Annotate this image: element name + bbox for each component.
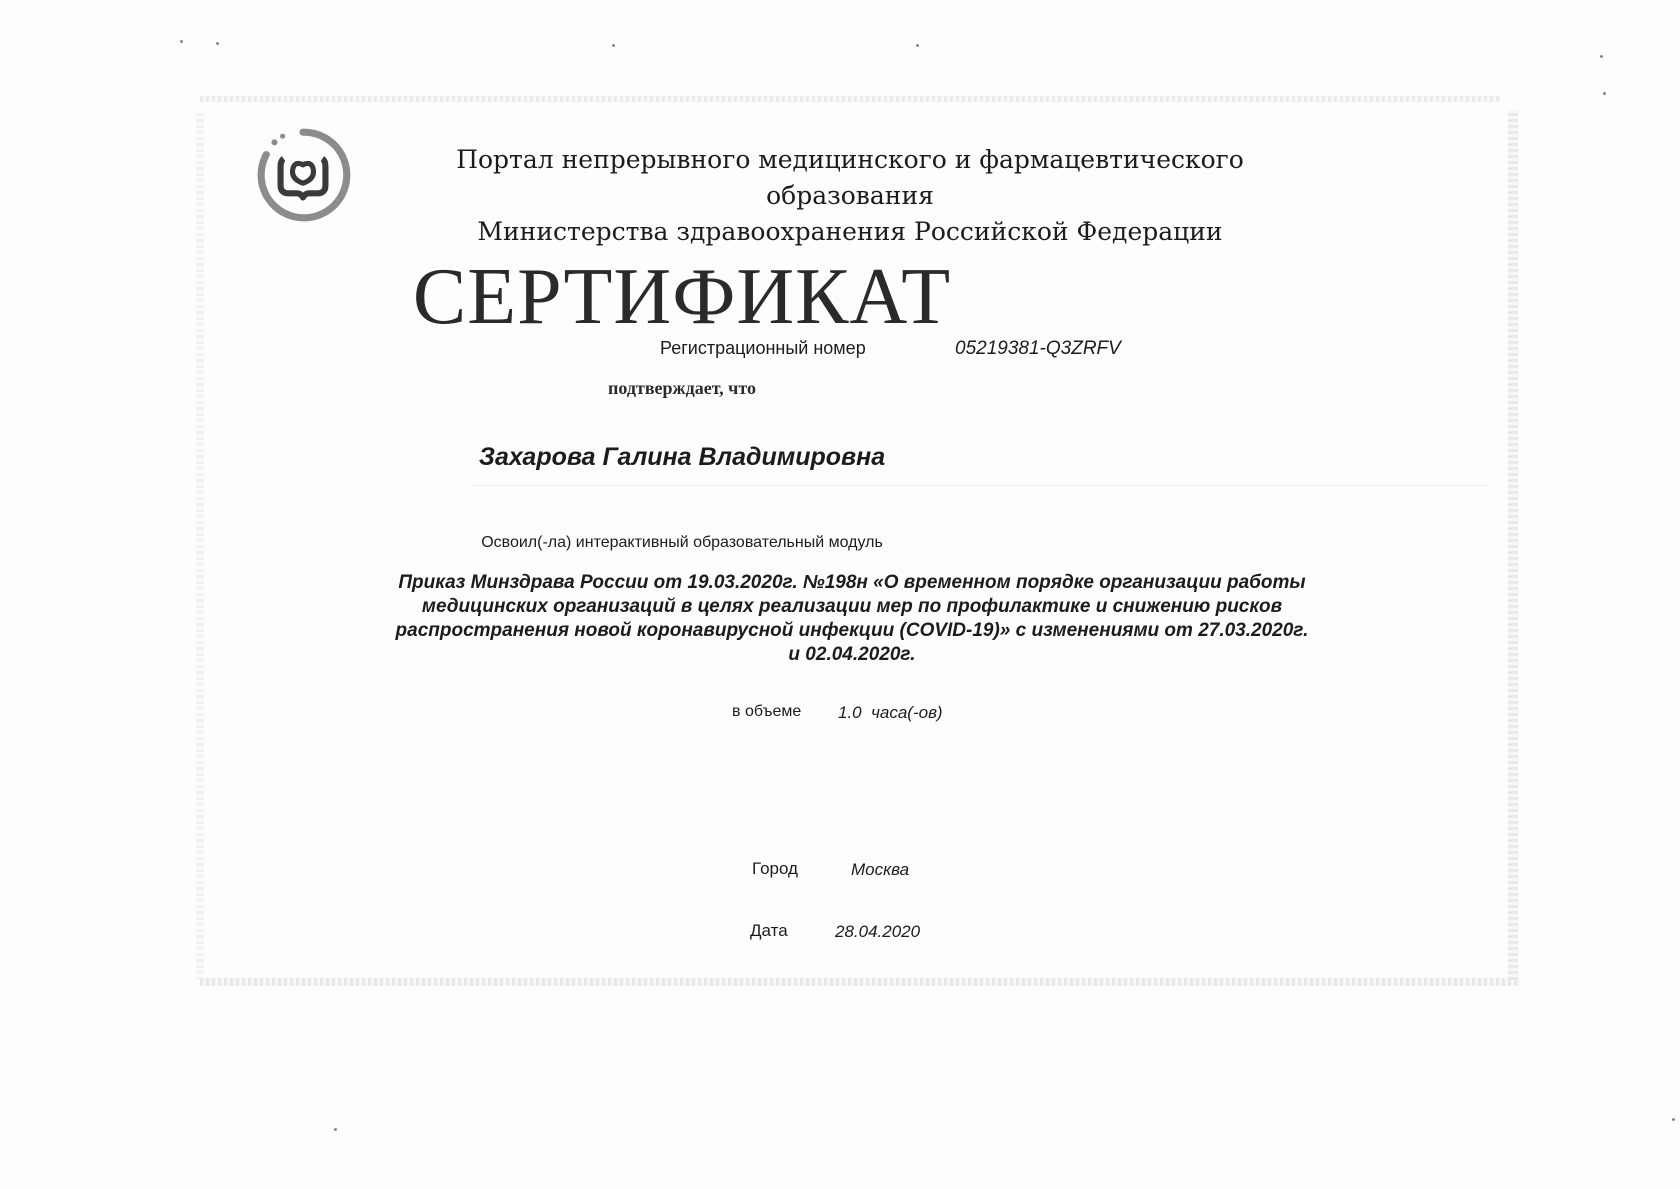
decorative-border-right bbox=[1508, 110, 1518, 980]
registration-number: 05219381-Q3ZRFV bbox=[955, 338, 1121, 359]
confirms-text: подтверждает, что bbox=[608, 378, 756, 398]
module-line: и 02.04.2020г. bbox=[788, 644, 916, 665]
date-label: Дата bbox=[750, 921, 788, 940]
volume-label: в объеме bbox=[732, 703, 802, 720]
scan-speck bbox=[916, 44, 919, 47]
module-line: Приказ Минздрава России от 19.03.2020г. №198н «О временном порядке организации работы bbox=[398, 572, 1306, 593]
scan-speck bbox=[1603, 92, 1606, 95]
module-title bbox=[376, 571, 1328, 667]
scan-speck bbox=[334, 1128, 337, 1131]
module-line: медицинских организаций в целях реализации мер по профилактике и снижению рисков bbox=[421, 596, 1283, 617]
registration-label: Регистрационный номер bbox=[660, 338, 866, 358]
portal-line-1: Портал непрерывного медицинского и фармацевтического образования bbox=[456, 145, 1244, 210]
open-book-emblem-icon bbox=[252, 124, 354, 226]
city-value: Москва bbox=[851, 860, 910, 879]
person-name: Захарова Галина Владимировна bbox=[478, 443, 886, 471]
volume-value: 1.0 часа(-ов) bbox=[838, 703, 943, 722]
faint-guideline bbox=[470, 485, 1490, 486]
city-label: Город bbox=[752, 859, 798, 878]
portal-line-2: Министерства здравоохранения Российской Федерации bbox=[477, 217, 1223, 246]
module-line: распространения новой коронавирусной инфекции (COVID-19)» с изменениями от 27.03.2020г. bbox=[395, 620, 1309, 641]
scan-speck bbox=[1600, 55, 1603, 58]
scan-speck bbox=[216, 42, 219, 45]
decorative-border-top bbox=[200, 96, 1500, 102]
date-value: 28.04.2020 bbox=[835, 922, 921, 941]
portal-header bbox=[380, 142, 1320, 250]
scan-speck bbox=[1672, 1118, 1675, 1121]
scan-speck bbox=[612, 44, 615, 47]
decorative-border-bottom bbox=[200, 978, 1520, 986]
scan-speck bbox=[180, 40, 183, 43]
certificate-title: СЕРТИФИКАТ bbox=[412, 253, 952, 341]
mastered-text: Освоил(-ла) интерактивный образовательный модуль bbox=[481, 534, 883, 551]
